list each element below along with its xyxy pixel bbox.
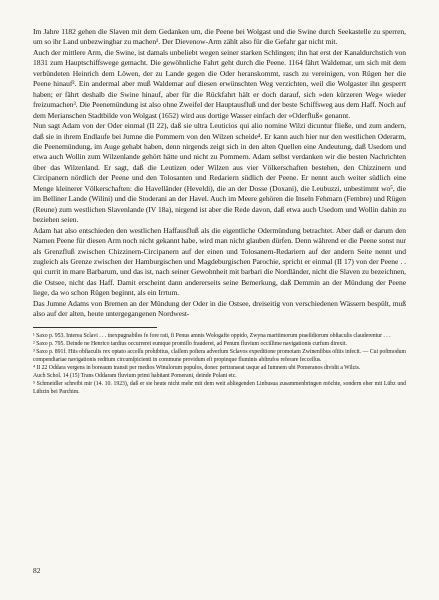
footnote: ⁵ Schmeidler schreibt mir (14. 10. 1923), daß er sie heute nicht mehr mit dem weit abliegenden Linbusua zusammenbringen möchte, sondern eher mit Lübz und Lübzin bei Parchim. [33, 380, 406, 396]
footnote: Auch Schol. 14 (15) Trans Oddaram fluvium primi habitant Pomerani, deinde Polani etc. [33, 372, 237, 379]
body-paragraph: Auch der mittlere Arm, die Swine, ist damals unbeliebt wegen seiner starken Schlingen; ihn hat erst der Kanaldurchstich von 1831 zum Hauptschiffswege gemacht. Die gewöhnliche Fahrt geht durch die Peene. 1164 fährt Waldemar, um sich mit dem verbündeten Heinrich dem Löwen, der zu Lande gegen die Oder heranskommt, rasch zu vereinigen, von Rügen her die Peene hinauf². Ein andermal aber muß Waldemar auf diesen erwünschten Weg verzichten, weil die Wolgaster ihn gesperrt haben; er fährt deshalb die Swine hinauf, aber für die Rückfahrt hält er doch darauf, sich »den kürzeren Weg« wieder freizumachen³. Die Peenemündung ist also ohne Zweifel der Hauptausfluß und der beste Schiffsweg aus dem Haff. Noch auf dem Merianschen Stadtbilde von Wolgast (1652) wird aus dortige Wasser einfach der »Oderfluß« genannt. [33, 47, 406, 120]
footnote-separator [33, 327, 157, 328]
footnote: ³ Saxo p. 891f. Hiis obſtaculis rex optato acceſſu prohibitus, claſſem poſtera adverſum Sclavos expeditione promotam Zwinenſibus oſtiis infecit. — Cui poſtmodum compendiariae navigationis reditum circumſpicienti in commune providum eſt propinque fluminis abſtrufos referare fecceſſus. [33, 348, 406, 363]
page-number: 82 [33, 566, 41, 575]
body-paragraph: Nun sagt Adam von der Oder einmal (II 22), daß sie ultra Leuticios qui alio nomine Wilzi dicuntur fließe, und zum andern, daß sie in ihrem Endlaufe bei Jumne die Pommern von den Wilzen scheide⁴. Er kann auch hier nur den westlichen Oderarm, die Peenemündung, im Auge gehabt haben, denn nirgends zeigt sich in den alten Quellen eine Andeutung, daß Usedom und etwa auch Wollin zum Wilzenlande gehört hätte und nicht zu Pommern. Adam selbst verdanken wir die besten Nachrichten über das Wilzenland. Er sagt, daß die Leutizen oder Wilzen aus vier Völkerschaften bestehen, den Chizzinern und Circipanern nördlich der Peene und den Tolosanten und Redariern südlich der Peene. Er nennt auch weiter südlich eine Menge kleinerer Völkerschaften: die Havelländer (Heveldi), die an der Dosse (Doxani), die Leubuzzi, unbestimmt wo⁵, die im Belliner Lande (Wilini) und die Stoderani an der Havel. Auch im Meere gehören die Inseln Fehmarn (Fembre) und Rügen (Reune) zum westlichen Slavenlande (IV 18a), nirgend ist aber die Rede davon, daß etwa auch Usedom und Wollin dahin zu beziehen seien. [33, 121, 406, 225]
footnote: ⁴ II 22 Oddara vergens in boreaum transit per medios Winulorum populos, donec pertranseat usque ad Iumnem ubi Pomeranos dividit a Wilzis. [33, 364, 361, 371]
body-text [33, 27, 406, 320]
page-content [33, 27, 406, 396]
body-paragraph: Adam hat also entschieden den westlichen Haffausfluß als die eigentliche Odermündung betrachtet. Aber daß er darum den Namen Peene für diesen Arm noch nicht gekannt habe, wird man nicht glauben dürfen. Denn während er die Peene sonst nur als Grenzfluß zwischen Chizzinern-Circipanern auf der einen und Tolosanern-Redariern auf der andern Seite nennt und zugleich als Grenze zwischen der Hamburgischen und Magdeburgischen Parochie, spricht er einmal (II 17) von der Peene . . qui currit in mare Barbarum, und das ist, nach seiner Gewohnheit mit barbari die Nordländer, nicht die Slaven zu bezeichnen, die Ostsee, nicht das Haff. Damit erscheint dann andererseits seine Bemerkung, daß Demmin an der Mündung der Peene liege, da wo schon Rügen beginnt, als ein Irrtum. [33, 225, 406, 298]
footnotes [33, 332, 406, 396]
footnote: ¹ Saxo p. 953. Interea Sclavi . . . inexpugnabiles fe fore rati, fi Penus amnis Wologafte oppido, Zwyna maritimorum praeſidiorum obſtaculis clauderentur . . . [33, 332, 391, 339]
body-paragraph: Im Jahre 1182 gehen die Slaven mit dem Gedanken um, die Peene bei Wolgast und die Swine durch Seekastelle zu sperren, um so ihr Land unbezwingbar zu machen¹. Der Dievenow-Arm zählt also für die Gefahr gar nicht mit. [33, 27, 406, 47]
body-paragraph: Das Jumne Adams von Bremen an der Mündung der Oder in die Ostsee, dreiseitig von verschiedenen Wässern bespült, muß also auf der alten, heute untergegangenen Nordwest- [33, 298, 406, 319]
footnote: ² Saxo p. 795. Deinde ne Henrico tardius occurreret eumque promiſſo frauderet, ad Penum fluvium occiſſime navigationis curfum direxit. [33, 340, 347, 347]
